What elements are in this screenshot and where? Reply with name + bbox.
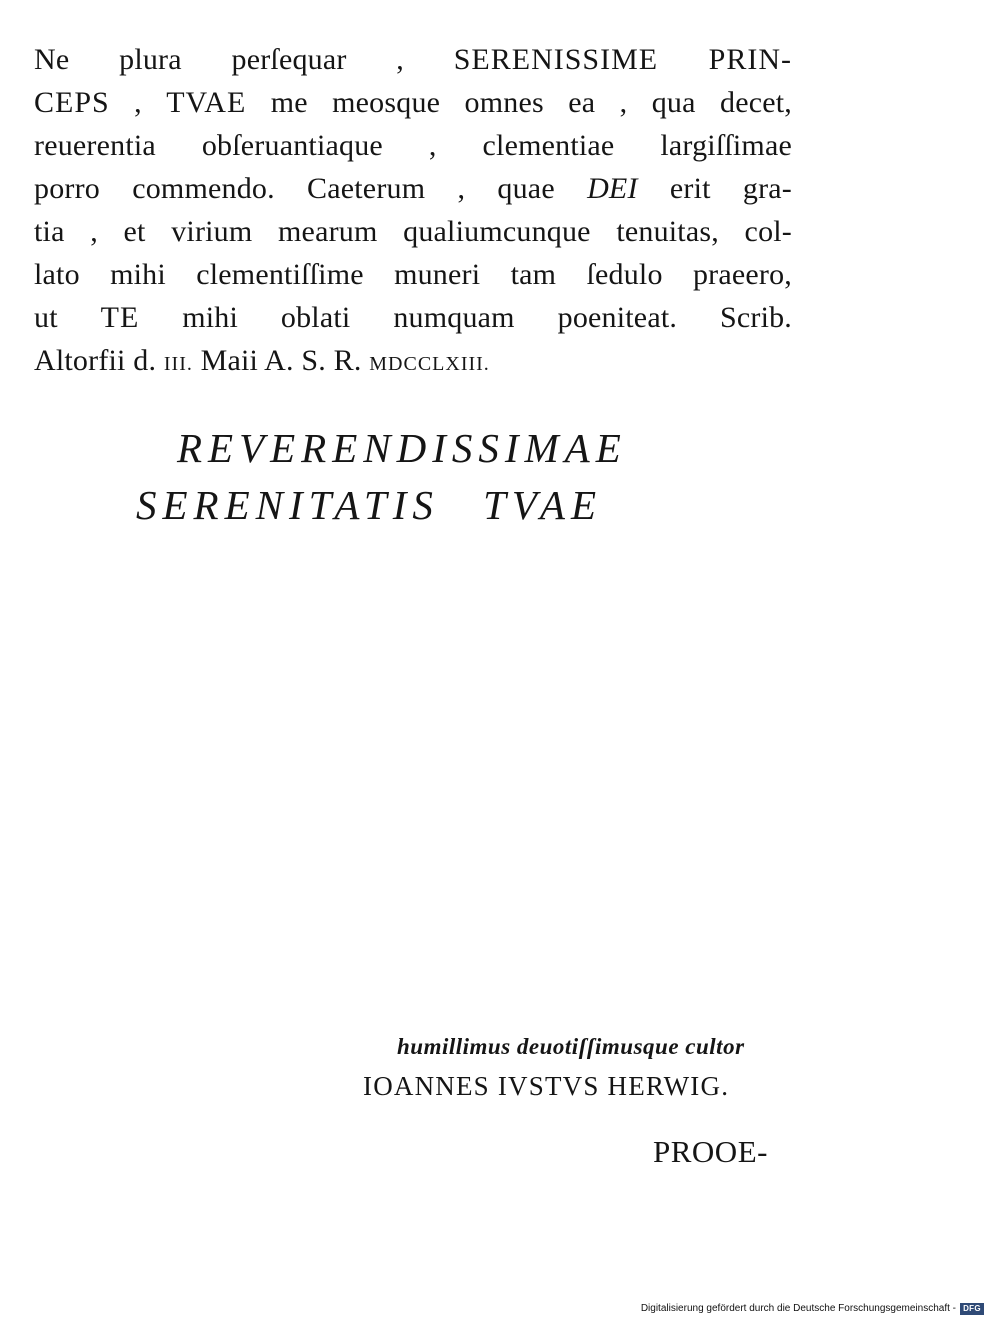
line-7-end: mihi oblati numquam poeniteat. Scrib. [139, 301, 792, 334]
line-4-end: erit gra- [637, 172, 792, 205]
line-1-opening: Ne plura perſequar , [34, 43, 454, 76]
line-2-rest: me meosque omnes ea , qua decet, [246, 86, 792, 119]
line-2-comma: , [109, 86, 167, 119]
line-8-day-numeral: III. [163, 353, 193, 375]
line-8-year-numeral: MDCCLXIII. [369, 353, 490, 375]
footer-text: Digitalisierung gefördert durch die Deutsche Forschungsgemeinschaft - [640, 1303, 956, 1314]
closing-line-2: SERENITATIS TVAE [136, 482, 603, 528]
line-8-month: Maii A. S. R. [192, 344, 370, 377]
paragraph-line-7 [34, 296, 792, 339]
dfg-logo-icon: DFG [960, 1303, 984, 1315]
paragraph-line-8 [34, 339, 792, 386]
line-7-te: TE [100, 301, 140, 334]
closing-line-1: REVERENDISSIMAE [177, 425, 627, 471]
paragraph-line-6: lato mihi clementiſſime muneri tam ſedulo praeero, [34, 258, 792, 291]
line-2-address-end: CEPS [34, 86, 110, 119]
digitization-footer [641, 1303, 984, 1315]
paragraph-line-3: reuerentia obſeruantiaque , clementiae largiſſimae [34, 129, 792, 162]
line-8-place: Altorfii d. [34, 344, 164, 377]
paragraph-line-5: tia , et virium mearum qualiumcunque tenuitas, col- [34, 215, 792, 248]
line-1-address: SERENISSIME PRIN- [453, 43, 792, 76]
paragraph-line-4 [34, 167, 792, 210]
paragraph-line-2 [34, 81, 792, 124]
line-4-dei: DEI [587, 172, 638, 205]
catchword: PROOE- [653, 1134, 768, 1169]
paragraph-line-1 [34, 38, 792, 81]
line-7-start: ut [34, 301, 101, 334]
line-2-tvae: TVAE [166, 86, 247, 119]
signature-name: IOANNES IVSTVS HERWIG. [363, 1071, 730, 1101]
line-4-start: porro commendo. Caeterum , quae [34, 172, 588, 205]
signature-prefix: humillimus deuotiſſimusque cultor [397, 1034, 745, 1059]
